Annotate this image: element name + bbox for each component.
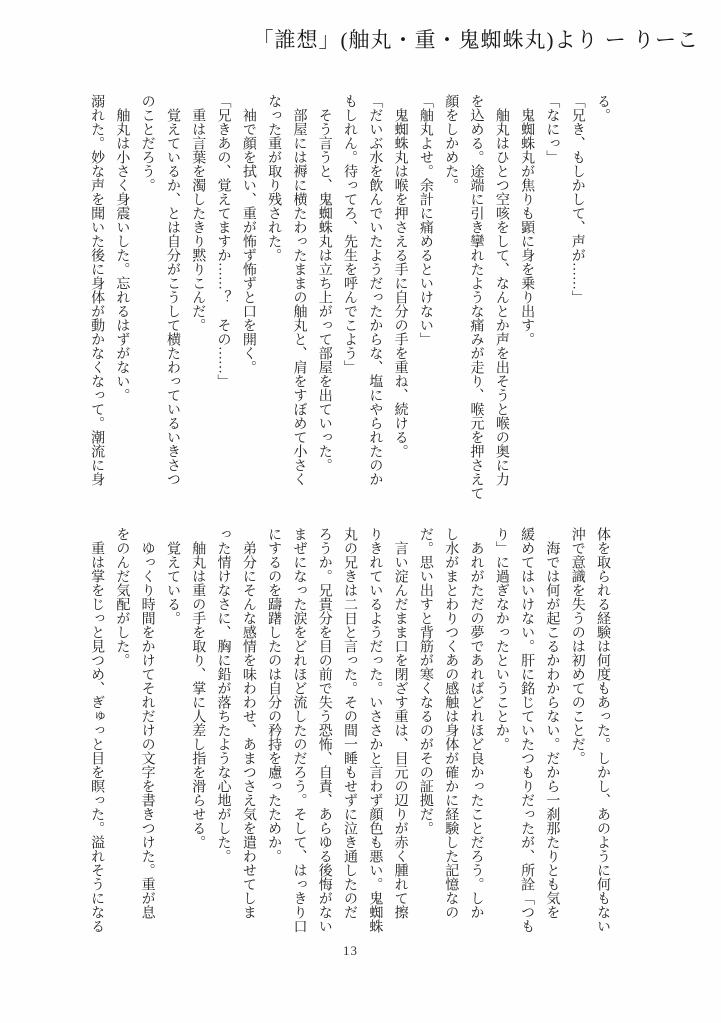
text-column: ゆっくり時間をかけてそれだけの文字を書きつけた。重が息 [139, 541, 155, 919]
text-column: だ。思い出すと背筋が寒くなるのがその証拠だ。 [417, 527, 433, 835]
text-column: 「だいぶ水を飲んでいたようだったからな、塩にやられたのか [367, 94, 383, 486]
text-column: のことだろう。 [139, 94, 155, 192]
text-column: 顔をしかめた。 [443, 94, 459, 192]
text-column: あれがただの夢であればどれほど良かったことだろう。しか [468, 541, 484, 919]
text-column: 覚えている。 [164, 541, 180, 625]
text-column: 「兄きあの、覚えてますか……？ その……」 [215, 94, 231, 388]
text-column: にするのを躊躇したのは自分の矜持を慮ったためか。 [266, 527, 282, 863]
text-column: 鬼蜘蛛丸は喉を押さえる手に自分の手を重ね、続ける。 [392, 108, 408, 458]
text-column: し水がまとわりつくあの感触は身体が確かに経験した記憶なの [443, 527, 459, 919]
text-column: もしれん。待ってろ、先生を呼んでこよう」 [342, 94, 358, 374]
text-column: る。 [595, 94, 610, 122]
text-column: った情けなさに、胸に鉛が落ちたような心地がした。 [215, 527, 231, 863]
text-column: 袖で顔を拭い、重が怖ず怖ずと口を開く。 [240, 108, 256, 374]
text-column: りきれているようだった。いささかと言わず顔色も悪い。鬼蜘蛛 [367, 527, 383, 933]
text-column: 緩めてはいけない。肝に銘じていたつもりだったが、所詮「つも [519, 527, 535, 933]
text-column: そう言うと、鬼蜘蛛丸は立ち上がって部屋を出ていった。 [316, 108, 332, 472]
page-number: 13 [343, 943, 358, 958]
text-column: 丸の兄きは二日と言った。その間一睡もせずに泣き通したのだ [342, 527, 358, 919]
text-column: 弟分にそんな感情を味わわせ、あまつさえ気を遣わせてしま [240, 541, 256, 919]
text-column: を込める。途端に引き攣れたような痛みが走り、喉元を押さえて [468, 94, 484, 500]
text-column: 舳丸は重の手を取り、掌に人差し指を滑らせる。 [190, 541, 206, 849]
text-column: 「兄き、もしかして、声が……」 [569, 94, 585, 304]
text-column: 覚えているか、とは自分がこうして横たわっているいきさつ [164, 108, 180, 486]
text-column: なった重が取り残された。 [266, 94, 282, 262]
text-column: 鬼蜘蛛丸が焦りも顕に身を乗り出す。 [519, 108, 535, 346]
text-column: 沖で意識を失うのは初めてのことだ。 [569, 527, 585, 765]
text-column: 体を取られる経験は何度もあった。しかし、あのように何もない [595, 527, 610, 933]
text-column: をのんだ気配がした。 [114, 527, 130, 667]
page-title: 「誰想」(舳丸・重・鬼蜘蛛丸)より ー りーこ [252, 28, 699, 52]
text-column: 海では何が起こるかわからない。だから一刹那たりとも気を [544, 541, 560, 919]
text-column: まぜになった涙をどれほど流したのだろう。そして、はっきり口 [291, 527, 307, 933]
text-column: 溺れた。妙な声を聞いた後に身体が動かなくなって。潮流に身 [89, 94, 105, 486]
text-column: ろうか。兄貴分を目の前で失う恐怖、自責、あらゆる後悔がない [316, 527, 332, 933]
text-column: り」に過ぎなかったということか。 [493, 527, 509, 751]
text-column: 言い淀んだまま口を閉ざす重は、目元の辺りが赤く腫れて擦 [392, 541, 408, 919]
text-band-bottom [84, 527, 615, 934]
text-band-top [84, 94, 615, 501]
text-column: 部屋には褥に横たわったままの舳丸と、肩をすぼめて小さく [291, 108, 307, 486]
text-column: 「なにっ」 [544, 94, 560, 164]
text-column: 舳丸はひとつ空咳をして、なんとか声を出そうと喉の奥に力 [493, 108, 509, 486]
text-column: 舳丸は小さく身震いした。忘れるはずがない。 [114, 108, 130, 402]
text-column: 重は掌をじっと見つめ、ぎゅっと目を瞑った。溢れそうになる [89, 541, 105, 933]
text-column: 重は言葉を濁したきり黙りこんだ。 [190, 108, 206, 332]
text-column: 「舳丸よせ。余計に痛めるといけない」 [417, 94, 433, 346]
